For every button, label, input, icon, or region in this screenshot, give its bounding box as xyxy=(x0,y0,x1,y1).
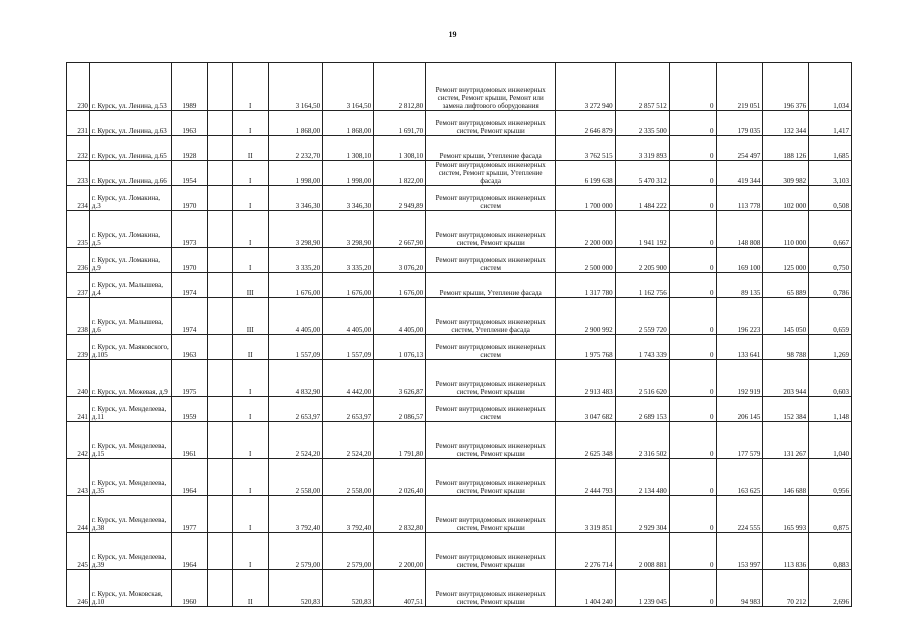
cost-fund-cell: 1 484 222 xyxy=(615,186,669,211)
cost-total-cell: 3 762 515 xyxy=(556,136,615,161)
area-total-cell: 4 405,00 xyxy=(268,298,322,335)
empty-cell xyxy=(207,63,232,111)
wall-type-cell: I xyxy=(232,496,268,533)
cost-budget-cell: 254 497 xyxy=(716,136,763,161)
cost-fund-cell: 2 205 900 xyxy=(615,248,669,273)
year-cell: 1973 xyxy=(172,211,207,248)
cost-budget-cell: 179 035 xyxy=(716,111,763,136)
area-residential-cell: 1 691,70 xyxy=(374,111,426,136)
year-cell: 1977 xyxy=(172,496,207,533)
empty-cell xyxy=(207,360,232,397)
cost-zero-cell: 0 xyxy=(669,273,716,298)
wall-type-cell: I xyxy=(232,248,268,273)
empty-cell xyxy=(207,570,232,607)
table-row xyxy=(67,211,852,248)
empty-cell xyxy=(207,273,232,298)
year-cell: 1964 xyxy=(172,459,207,496)
cost-total-cell: 2 625 348 xyxy=(556,422,615,459)
table-row xyxy=(67,397,852,422)
work-type-cell: Ремонт внутридомовых инженерных систем, Ремонт крыши xyxy=(426,570,556,607)
area-living-cell: 1 868,00 xyxy=(323,111,374,136)
ratio-cell: 2,696 xyxy=(809,570,852,607)
cost-total-cell: 2 444 793 xyxy=(556,459,615,496)
area-residential-cell: 2 812,80 xyxy=(374,63,426,111)
cost-zero-cell: 0 xyxy=(669,397,716,422)
ratio-cell: 0,667 xyxy=(809,211,852,248)
area-living-cell: 3 164,50 xyxy=(323,63,374,111)
address-cell: г. Курск, ул. Ленина, д.66 xyxy=(89,161,171,186)
table-row xyxy=(67,273,852,298)
wall-type-cell: II xyxy=(232,136,268,161)
cost-fund-cell: 3 319 893 xyxy=(615,136,669,161)
area-living-cell: 2 579,00 xyxy=(323,533,374,570)
table-row xyxy=(67,533,852,570)
area-living-cell: 3 335,20 xyxy=(323,248,374,273)
cost-zero-cell: 0 xyxy=(669,335,716,360)
empty-cell xyxy=(207,496,232,533)
wall-type-cell: I xyxy=(232,186,268,211)
area-total-cell: 1 998,00 xyxy=(268,161,322,186)
ratio-cell: 1,269 xyxy=(809,335,852,360)
work-type-cell: Ремонт внутридомовых инженерных систем, Ремонт крыши xyxy=(426,496,556,533)
area-total-cell: 3 164,50 xyxy=(268,63,322,111)
cost-total-cell: 3 047 682 xyxy=(556,397,615,422)
table-row xyxy=(67,335,852,360)
cost-owners-cell: 113 836 xyxy=(763,533,809,570)
row-number: 242 xyxy=(67,422,90,459)
address-cell: г. Курск, ул. Ленина, д.53 xyxy=(89,63,171,111)
area-residential-cell: 3 076,20 xyxy=(374,248,426,273)
cost-budget-cell: 196 223 xyxy=(716,298,763,335)
cost-fund-cell: 5 470 312 xyxy=(615,161,669,186)
cost-total-cell: 2 913 483 xyxy=(556,360,615,397)
cost-total-cell: 1 700 000 xyxy=(556,186,615,211)
area-total-cell: 1 557,09 xyxy=(268,335,322,360)
row-number: 241 xyxy=(67,397,90,422)
year-cell: 1928 xyxy=(172,136,207,161)
area-total-cell: 2 524,20 xyxy=(268,422,322,459)
wall-type-cell: II xyxy=(232,335,268,360)
housing-repair-table xyxy=(66,62,852,607)
work-type-cell: Ремонт внутридомовых инженерных систем xyxy=(426,248,556,273)
area-living-cell: 520,83 xyxy=(323,570,374,607)
cost-zero-cell: 0 xyxy=(669,161,716,186)
address-cell: г. Курск, ул. Ленина, д.65 xyxy=(89,136,171,161)
address-cell: г. Курск, ул. Маяковского, д.105 xyxy=(89,335,171,360)
empty-cell xyxy=(207,248,232,273)
wall-type-cell: I xyxy=(232,161,268,186)
cost-fund-cell: 2 516 620 xyxy=(615,360,669,397)
area-living-cell: 2 524,20 xyxy=(323,422,374,459)
work-type-cell: Ремонт внутридомовых инженерных систем, Ремонт крыши xyxy=(426,211,556,248)
table-row xyxy=(67,570,852,607)
cost-zero-cell: 0 xyxy=(669,211,716,248)
wall-type-cell: II xyxy=(232,570,268,607)
area-living-cell: 1 557,09 xyxy=(323,335,374,360)
ratio-cell: 3,103 xyxy=(809,161,852,186)
area-total-cell: 4 832,90 xyxy=(268,360,322,397)
area-total-cell: 520,83 xyxy=(268,570,322,607)
row-number: 238 xyxy=(67,298,90,335)
year-cell: 1989 xyxy=(172,63,207,111)
cost-total-cell: 1 404 240 xyxy=(556,570,615,607)
empty-cell xyxy=(207,422,232,459)
cost-owners-cell: 110 000 xyxy=(763,211,809,248)
year-cell: 1970 xyxy=(172,248,207,273)
area-total-cell: 1 868,00 xyxy=(268,111,322,136)
empty-cell xyxy=(207,397,232,422)
wall-type-cell: I xyxy=(232,459,268,496)
cost-budget-cell: 224 555 xyxy=(716,496,763,533)
ratio-cell: 0,508 xyxy=(809,186,852,211)
wall-type-cell: I xyxy=(232,360,268,397)
cost-owners-cell: 145 050 xyxy=(763,298,809,335)
area-living-cell: 2 653,97 xyxy=(323,397,374,422)
cost-owners-cell: 309 982 xyxy=(763,161,809,186)
wall-type-cell: I xyxy=(232,111,268,136)
work-type-cell: Ремонт внутридомовых инженерных систем, Ремонт крыши, Утепление фасада xyxy=(426,161,556,186)
table-row xyxy=(67,360,852,397)
address-cell: г. Курск, ул. Менделеева, д.39 xyxy=(89,533,171,570)
cost-budget-cell: 192 919 xyxy=(716,360,763,397)
row-number: 231 xyxy=(67,111,90,136)
cost-owners-cell: 203 944 xyxy=(763,360,809,397)
ratio-cell: 1,417 xyxy=(809,111,852,136)
work-type-cell: Ремонт внутридомовых инженерных систем, Ремонт крыши xyxy=(426,533,556,570)
year-cell: 1960 xyxy=(172,570,207,607)
area-residential-cell: 2 667,90 xyxy=(374,211,426,248)
table-row xyxy=(67,496,852,533)
area-residential-cell: 407,51 xyxy=(374,570,426,607)
row-number: 243 xyxy=(67,459,90,496)
ratio-cell: 1,040 xyxy=(809,422,852,459)
area-living-cell: 2 558,00 xyxy=(323,459,374,496)
row-number: 246 xyxy=(67,570,90,607)
empty-cell xyxy=(207,298,232,335)
address-cell: г. Курск, ул. Менделеева, д.11 xyxy=(89,397,171,422)
table-row xyxy=(67,111,852,136)
cost-owners-cell: 70 212 xyxy=(763,570,809,607)
cost-budget-cell: 133 641 xyxy=(716,335,763,360)
cost-zero-cell: 0 xyxy=(669,298,716,335)
area-residential-cell: 4 405,00 xyxy=(374,298,426,335)
cost-fund-cell: 2 559 720 xyxy=(615,298,669,335)
cost-fund-cell: 1 743 339 xyxy=(615,335,669,360)
empty-cell xyxy=(207,111,232,136)
area-total-cell: 3 346,30 xyxy=(268,186,322,211)
row-number: 234 xyxy=(67,186,90,211)
ratio-cell: 0,956 xyxy=(809,459,852,496)
address-cell: г. Курск, ул. Моковская, д.10 xyxy=(89,570,171,607)
cost-owners-cell: 146 688 xyxy=(763,459,809,496)
cost-zero-cell: 0 xyxy=(669,570,716,607)
row-number: 230 xyxy=(67,63,90,111)
cost-total-cell: 6 199 638 xyxy=(556,161,615,186)
cost-zero-cell: 0 xyxy=(669,459,716,496)
row-number: 237 xyxy=(67,273,90,298)
cost-total-cell: 2 900 992 xyxy=(556,298,615,335)
area-residential-cell: 2 200,00 xyxy=(374,533,426,570)
work-type-cell: Ремонт внутридомовых инженерных систем, Ремонт крыши xyxy=(426,111,556,136)
area-living-cell: 4 405,00 xyxy=(323,298,374,335)
ratio-cell: 1,148 xyxy=(809,397,852,422)
cost-budget-cell: 163 625 xyxy=(716,459,763,496)
row-number: 235 xyxy=(67,211,90,248)
cost-budget-cell: 177 579 xyxy=(716,422,763,459)
cost-owners-cell: 165 993 xyxy=(763,496,809,533)
work-type-cell: Ремонт крыши, Утепление фасада xyxy=(426,273,556,298)
year-cell: 1961 xyxy=(172,422,207,459)
area-residential-cell: 2 026,40 xyxy=(374,459,426,496)
address-cell: г. Курск, ул. Межевая, д.9 xyxy=(89,360,171,397)
work-type-cell: Ремонт внутридомовых инженерных систем, Ремонт крыши xyxy=(426,360,556,397)
cost-budget-cell: 169 100 xyxy=(716,248,763,273)
cost-owners-cell: 98 788 xyxy=(763,335,809,360)
area-residential-cell: 1 791,80 xyxy=(374,422,426,459)
row-number: 233 xyxy=(67,161,90,186)
work-type-cell: Ремонт крыши, Утепление фасада xyxy=(426,136,556,161)
address-cell: г. Курск, ул. Ломакина, д.5 xyxy=(89,211,171,248)
cost-owners-cell: 65 889 xyxy=(763,273,809,298)
row-number: 244 xyxy=(67,496,90,533)
empty-cell xyxy=(207,136,232,161)
work-type-cell: Ремонт внутридомовых инженерных систем, Ремонт крыши xyxy=(426,422,556,459)
cost-owners-cell: 188 126 xyxy=(763,136,809,161)
year-cell: 1963 xyxy=(172,111,207,136)
cost-total-cell: 2 646 879 xyxy=(556,111,615,136)
wall-type-cell: I xyxy=(232,533,268,570)
cost-fund-cell: 2 008 881 xyxy=(615,533,669,570)
wall-type-cell: I xyxy=(232,397,268,422)
year-cell: 1964 xyxy=(172,533,207,570)
cost-budget-cell: 153 997 xyxy=(716,533,763,570)
cost-budget-cell: 113 778 xyxy=(716,186,763,211)
area-residential-cell: 1 676,00 xyxy=(374,273,426,298)
area-total-cell: 2 232,70 xyxy=(268,136,322,161)
area-living-cell: 1 308,10 xyxy=(323,136,374,161)
year-cell: 1974 xyxy=(172,298,207,335)
cost-zero-cell: 0 xyxy=(669,422,716,459)
table-row xyxy=(67,422,852,459)
row-number: 240 xyxy=(67,360,90,397)
cost-fund-cell: 1 239 045 xyxy=(615,570,669,607)
area-residential-cell: 1 308,10 xyxy=(374,136,426,161)
cost-budget-cell: 419 344 xyxy=(716,161,763,186)
address-cell: г. Курск, ул. Малышева, д.4 xyxy=(89,273,171,298)
cost-total-cell: 1 975 768 xyxy=(556,335,615,360)
address-cell: г. Курск, ул. Менделеева, д.15 xyxy=(89,422,171,459)
ratio-cell: 0,875 xyxy=(809,496,852,533)
cost-fund-cell: 2 929 304 xyxy=(615,496,669,533)
address-cell: г. Курск, ул. Менделеева, д.35 xyxy=(89,459,171,496)
empty-cell xyxy=(207,533,232,570)
cost-owners-cell: 131 267 xyxy=(763,422,809,459)
row-number: 245 xyxy=(67,533,90,570)
cost-fund-cell: 2 316 502 xyxy=(615,422,669,459)
work-type-cell: Ремонт внутридомовых инженерных систем, Ремонт крыши xyxy=(426,459,556,496)
empty-cell xyxy=(207,161,232,186)
cost-zero-cell: 0 xyxy=(669,136,716,161)
area-total-cell: 2 558,00 xyxy=(268,459,322,496)
cost-fund-cell: 2 134 480 xyxy=(615,459,669,496)
cost-owners-cell: 102 000 xyxy=(763,186,809,211)
area-total-cell: 1 676,00 xyxy=(268,273,322,298)
year-cell: 1963 xyxy=(172,335,207,360)
table-row xyxy=(67,161,852,186)
empty-cell xyxy=(207,459,232,496)
area-living-cell: 4 442,00 xyxy=(323,360,374,397)
area-total-cell: 2 579,00 xyxy=(268,533,322,570)
cost-total-cell: 2 500 000 xyxy=(556,248,615,273)
area-residential-cell: 2 949,89 xyxy=(374,186,426,211)
area-residential-cell: 2 086,57 xyxy=(374,397,426,422)
address-cell: г. Курск, ул. Ломакина, д.3 xyxy=(89,186,171,211)
area-total-cell: 3 335,20 xyxy=(268,248,322,273)
ratio-cell: 0,786 xyxy=(809,273,852,298)
cost-zero-cell: 0 xyxy=(669,63,716,111)
cost-fund-cell: 2 857 512 xyxy=(615,63,669,111)
area-residential-cell: 3 626,87 xyxy=(374,360,426,397)
area-living-cell: 3 792,40 xyxy=(323,496,374,533)
cost-budget-cell: 148 808 xyxy=(716,211,763,248)
area-living-cell: 1 998,00 xyxy=(323,161,374,186)
table-row xyxy=(67,63,852,111)
empty-cell xyxy=(207,211,232,248)
ratio-cell: 0,883 xyxy=(809,533,852,570)
cost-total-cell: 2 276 714 xyxy=(556,533,615,570)
cost-fund-cell: 2 335 500 xyxy=(615,111,669,136)
wall-type-cell: III xyxy=(232,298,268,335)
ratio-cell: 0,603 xyxy=(809,360,852,397)
wall-type-cell: I xyxy=(232,422,268,459)
address-cell: г. Курск, ул. Ломакина, д.9 xyxy=(89,248,171,273)
year-cell: 1974 xyxy=(172,273,207,298)
work-type-cell: Ремонт внутридомовых инженерных систем, Ремонт крыши, Ремонт или замена лифтового оборудования xyxy=(426,63,556,111)
page-number: 19 xyxy=(448,30,457,39)
year-cell: 1975 xyxy=(172,360,207,397)
area-residential-cell: 1 822,00 xyxy=(374,161,426,186)
year-cell: 1970 xyxy=(172,186,207,211)
table-row xyxy=(67,136,852,161)
cost-zero-cell: 0 xyxy=(669,248,716,273)
address-cell: г. Курск, ул. Менделеева, д.38 xyxy=(89,496,171,533)
area-living-cell: 3 346,30 xyxy=(323,186,374,211)
wall-type-cell: III xyxy=(232,273,268,298)
work-type-cell: Ремонт внутридомовых инженерных систем xyxy=(426,335,556,360)
row-number: 236 xyxy=(67,248,90,273)
table-row xyxy=(67,248,852,273)
ratio-cell: 1,034 xyxy=(809,63,852,111)
wall-type-cell: I xyxy=(232,211,268,248)
year-cell: 1959 xyxy=(172,397,207,422)
cost-fund-cell: 2 689 153 xyxy=(615,397,669,422)
empty-cell xyxy=(207,186,232,211)
cost-budget-cell: 89 135 xyxy=(716,273,763,298)
year-cell: 1954 xyxy=(172,161,207,186)
cost-owners-cell: 125 000 xyxy=(763,248,809,273)
ratio-cell: 0,659 xyxy=(809,298,852,335)
area-total-cell: 3 792,40 xyxy=(268,496,322,533)
work-type-cell: Ремонт внутридомовых инженерных систем, Утепление фасада xyxy=(426,298,556,335)
cost-fund-cell: 1 162 756 xyxy=(615,273,669,298)
cost-owners-cell: 196 376 xyxy=(763,63,809,111)
area-residential-cell: 1 076,13 xyxy=(374,335,426,360)
cost-owners-cell: 132 344 xyxy=(763,111,809,136)
work-type-cell: Ремонт внутридомовых инженерных систем xyxy=(426,397,556,422)
cost-zero-cell: 0 xyxy=(669,496,716,533)
ratio-cell: 1,685 xyxy=(809,136,852,161)
area-residential-cell: 2 832,80 xyxy=(374,496,426,533)
cost-fund-cell: 1 941 192 xyxy=(615,211,669,248)
row-number: 239 xyxy=(67,335,90,360)
row-number: 232 xyxy=(67,136,90,161)
area-total-cell: 3 298,90 xyxy=(268,211,322,248)
cost-zero-cell: 0 xyxy=(669,111,716,136)
area-living-cell: 1 676,00 xyxy=(323,273,374,298)
cost-total-cell: 1 317 780 xyxy=(556,273,615,298)
empty-cell xyxy=(207,335,232,360)
cost-budget-cell: 206 145 xyxy=(716,397,763,422)
cost-budget-cell: 219 051 xyxy=(716,63,763,111)
address-cell: г. Курск, ул. Малышева, д.6 xyxy=(89,298,171,335)
table-row xyxy=(67,186,852,211)
ratio-cell: 0,750 xyxy=(809,248,852,273)
cost-zero-cell: 0 xyxy=(669,533,716,570)
wall-type-cell: I xyxy=(232,63,268,111)
cost-zero-cell: 0 xyxy=(669,186,716,211)
table-row xyxy=(67,459,852,496)
cost-zero-cell: 0 xyxy=(669,360,716,397)
table-row xyxy=(67,298,852,335)
cost-total-cell: 3 272 940 xyxy=(556,63,615,111)
cost-budget-cell: 94 983 xyxy=(716,570,763,607)
cost-total-cell: 2 200 000 xyxy=(556,211,615,248)
address-cell: г. Курск, ул. Ленина, д.63 xyxy=(89,111,171,136)
area-total-cell: 2 653,97 xyxy=(268,397,322,422)
work-type-cell: Ремонт внутридомовых инженерных систем xyxy=(426,186,556,211)
cost-total-cell: 3 319 851 xyxy=(556,496,615,533)
cost-owners-cell: 152 384 xyxy=(763,397,809,422)
area-living-cell: 3 298,90 xyxy=(323,211,374,248)
